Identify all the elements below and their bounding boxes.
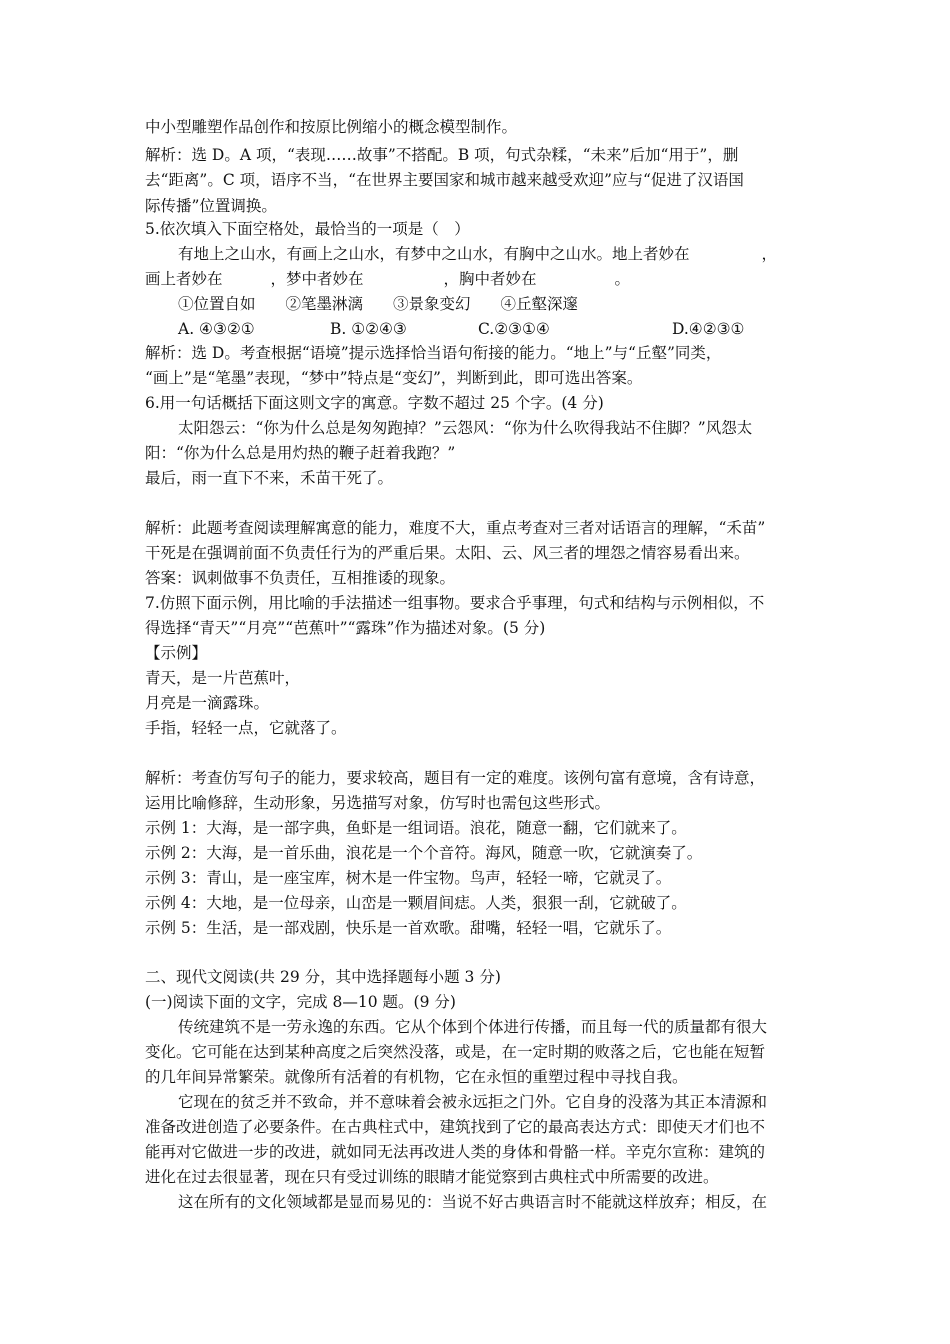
sample-answer: 示例 3：青山，是一座宝库，树木是一件宝物。鸟声，轻轻一啼，它就灵了。	[145, 869, 672, 887]
text-line: 中小型雕塑作品创作和按原比例缩小的概念模型制作。	[145, 118, 518, 136]
question-5-passage	[178, 244, 777, 264]
choice-b: B. ①②④③	[330, 320, 407, 338]
question-6-passage: 最后，雨一直下不来，禾苗干死了。	[145, 469, 394, 487]
text-line: 际传播”位置调换。	[145, 197, 277, 215]
choice-c: C.②③①④	[478, 320, 550, 338]
answer-analysis-line: 解析：此题考查阅读理解寓意的能力，难度不大，重点考查对三者对话语言的理解，“禾苗”	[145, 519, 766, 537]
question-6-passage: 太阳怨云：“你为什么总是匆匆跑掉？”云怨风：“你为什么吹得我站不住脚？”风怨太	[178, 419, 753, 437]
punctuation: ，	[761, 245, 778, 263]
text-line: 干死是在强调前面不负责任行为的严重后果。太阳、云、风三者的埋怨之情容易看出来。	[145, 544, 750, 562]
text-line: 去“距离”。C 项，语序不当，“在世界主要国家和城市越来越受欢迎”应与“促进了汉语国	[145, 171, 744, 189]
example-line: 手指，轻轻一点，它就落了。	[145, 719, 347, 737]
punctuation: 。	[614, 270, 631, 288]
answer-line: 答案：讽刺做事不负责任，互相推诿的现象。	[145, 569, 456, 587]
text-line: 运用比喻修辞，生动形象，另选描写对象，仿写时也需包这些形式。	[145, 794, 611, 812]
passage-text: ，梦中者妙在	[270, 270, 364, 288]
phrase-2: ②笔墨淋漓	[285, 295, 364, 313]
answer-analysis-line: 解析：选 D。A 项，“表现……故事”不搭配。B 项，句式杂糅，“未来”后加“用于”，删	[145, 146, 739, 164]
question-6-passage: 阳：“你为什么总是用灼热的鞭子赶着我跑？”	[145, 444, 456, 462]
passage-text: ，胸中者妙在	[443, 270, 537, 288]
phrase-1: ①位置自如	[178, 295, 256, 313]
reading-paragraph-line: 这在所有的文化领域都是显而易见的：当说不好古典语言时不能就这样放弃；相反，在	[178, 1193, 768, 1211]
choice-a: A. ④③②①	[178, 320, 255, 338]
phrase-4: ④丘壑深邃	[500, 295, 579, 313]
question-7-title: 7.仿照下面示例，用比喻的手法描述一组事物。要求合乎事理，句式和结构与示例相似，不	[145, 594, 765, 612]
choice-d: D.④②③①	[672, 320, 745, 338]
phrase-3: ③景象变幻	[393, 295, 471, 313]
text-line: “画上”是“笔墨”表现，“梦中”特点是“变幻”，判断到此，即可选出答案。	[145, 369, 643, 387]
example-line: 青天，是一片芭蕉叶，	[145, 669, 301, 687]
reading-paragraph-line: 准备改进创造了必要条件。在古典柱式中，建筑找到了它的最高表达方式：即使天才们也不	[145, 1118, 766, 1136]
example-line: 月亮是一滴露珠。	[145, 694, 270, 712]
option-phrases	[178, 294, 578, 314]
sample-answer: 示例 2：大海，是一首乐曲，浪花是一个个音符。海风，随意一吹，它就演奏了。	[145, 844, 703, 862]
section-heading: 二、现代文阅读(共 29 分，其中选择题每小题 3 分)	[145, 968, 501, 986]
question-5-title: 5.依次填入下面空格处，最恰当的一项是（ ）	[145, 220, 470, 238]
reading-paragraph-line: 它现在的贫乏并不致命，并不意味着会被永远拒之门外。它自身的没落为其正本清源和	[178, 1093, 768, 1111]
question-6-title: 6.用一句话概括下面这则文字的寓意。字数不超过 25 个字。(4 分)	[145, 394, 604, 412]
sample-answer: 示例 5：生活，是一部戏剧，快乐是一首欢歌。甜嘴，轻轻一唱，它就乐了。	[145, 919, 672, 937]
subsection-heading: (一)阅读下面的文字，完成 8—10 题。(9 分)	[145, 993, 456, 1011]
sample-answer: 示例 1：大海，是一部字典，鱼虾是一组词语。浪花，随意一翻，它们就来了。	[145, 819, 687, 837]
reading-paragraph-line: 能再对它做进一步的改进，就如同无法再改进人类的身体和骨骼一样。辛克尔宣称：建筑的	[145, 1143, 766, 1161]
sample-answer: 示例 4：大地，是一位母亲，山峦是一颗眉间痣。人类，狠狠一刮，它就破了。	[145, 894, 687, 912]
answer-analysis-line: 解析：考查仿写句子的能力，要求较高，题目有一定的难度。该例句富有意境，含有诗意，	[145, 769, 766, 787]
reading-paragraph-line: 变化。它可能在达到某种高度之后突然没落，或是，在一定时期的败落之后，它也能在短暂	[145, 1043, 766, 1061]
reading-paragraph-line: 进化在过去很显著，现在只有受过训练的眼睛才能觉察到古典柱式中所需要的改进。	[145, 1168, 719, 1186]
passage-text: 画上者妙在	[145, 270, 223, 288]
example-heading: 【示例】	[145, 644, 208, 662]
passage-text: 有地上之山水，有画上之山水，有梦中之山水，有胸中之山水。地上者妙在	[178, 245, 690, 263]
reading-paragraph-line: 的几年间异常繁荣。就像所有活着的有机物，它在永恒的重塑过程中寻找自我。	[145, 1068, 688, 1086]
question-5-passage	[145, 269, 630, 289]
text-line: 得选择“青天”“月亮”“芭蕉叶”“露珠”作为描述对象。(5 分)	[145, 619, 546, 637]
answer-analysis-line: 解析：选 D。考查根据“语境”提示选择恰当语句衔接的能力。“地上”与“丘壑”同类，	[145, 344, 722, 362]
reading-paragraph-line: 传统建筑不是一劳永逸的东西。它从个体到个体进行传播，而且每一代的质量都有很大	[178, 1018, 768, 1036]
